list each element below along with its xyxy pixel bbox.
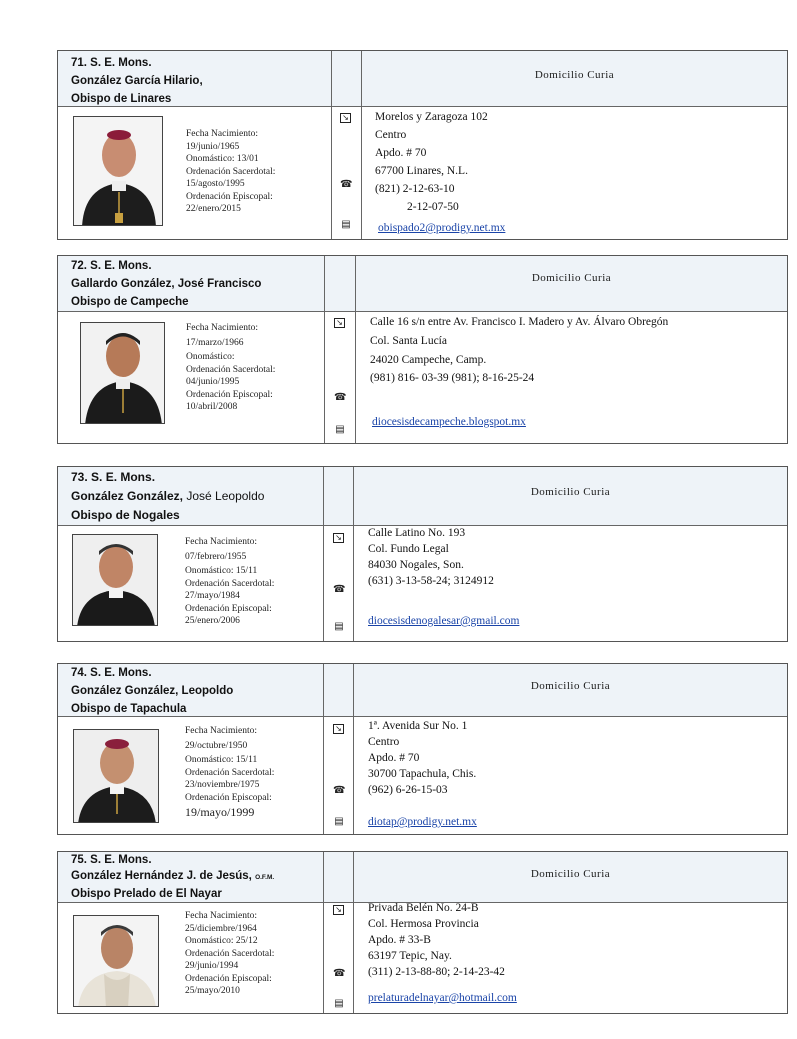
- bishop-card-72: [57, 255, 788, 444]
- mail-icon: ↘: [334, 318, 345, 328]
- email-link[interactable]: diocesisdenogalesar@gmail.com: [368, 615, 520, 627]
- fax-icon: ▤: [334, 998, 344, 1009]
- bishop-dates: Fecha Nacimiento: 07/febrero/1955 Onomástico: 15/11 Ordenación Sacerdotal: 27/mayo/1984 Ordenación Episcopal: 25/enero/2006: [185, 537, 275, 626]
- phone-icon: ☎: [334, 392, 347, 403]
- email-link[interactable]: diotap@prodigy.net.mx: [368, 816, 477, 828]
- bishop-card-71: [57, 50, 788, 240]
- bishop-name-block: 73. S. E. Mons. González González, José Leopoldo Obispo de Nogales: [71, 470, 265, 522]
- address-block: 1ª. Avenida Sur No. 1 Centro Apdo. # 70 30700 Tapachula, Chis. (962) 6-26-15-03 diotap@prodigy.net.mx: [368, 720, 477, 828]
- mail-icon: ↘: [340, 113, 351, 123]
- bishop-card-74: [57, 663, 788, 835]
- bishop-name-block: 71. S. E. Mons. González García Hilario, Obispo de Linares: [71, 57, 203, 105]
- mail-icon: ↘: [333, 724, 344, 734]
- bishop-dates: Fecha Nacimiento: 25/diciembre/1964 Onomástico: 25/12 Ordenación Sacerdotal: 29/junio/1994 Ordenación Episcopal: 25/mayo/2010: [185, 911, 275, 996]
- fax-icon: ▤: [335, 424, 345, 435]
- phone-icon: ☎: [340, 179, 353, 190]
- bishop-photo: [72, 534, 158, 626]
- bishop-dates: Fecha Nacimiento: 19/junio/1965 Onomástico: 13/01 Ordenación Sacerdotal: 15/agosto/1995 Ordenación Episcopal: 22/enero/2015: [186, 129, 276, 214]
- address-block: Morelos y Zaragoza 102 Centro Apdo. # 70 67700 Linares, N.L. (821) 2-12-63-10 2-12-07-50 obispado2@prodigy.net.mx: [375, 111, 506, 234]
- mail-icon: ↘: [333, 533, 344, 543]
- domicilio-header: Domicilio Curia: [530, 486, 611, 498]
- bishop-dates: Fecha Nacimiento: 29/octubre/1950 Onomástico: 15/11 Ordenación Sacerdotal: 23/noviembre/1975 Ordenación Episcopal: 19/mayo/1999: [185, 726, 275, 819]
- address-block: Privada Belén No. 24-B Col. Hermosa Provincia Apdo. # 33-B 63197 Tepic, Nay. (311) 2-13-88-80; 2-14-23-42 prelaturadelnayar@hotmail.com: [368, 902, 517, 1004]
- email-link[interactable]: obispado2@prodigy.net.mx: [378, 222, 506, 234]
- phone-icon: ☎: [333, 785, 346, 796]
- bishop-photo: [73, 729, 159, 823]
- bishop-name-block: 75. S. E. Mons. González Hernández J. de Jesús, O.F.M. Obispo Prelado de El Nayar: [71, 854, 275, 900]
- phone-icon: ☎: [333, 584, 346, 595]
- fax-icon: ▤: [341, 219, 351, 230]
- email-link[interactable]: prelaturadelnayar@hotmail.com: [368, 992, 517, 1004]
- domicilio-header: Domicilio Curia: [530, 680, 611, 692]
- bishop-card-75: [57, 851, 788, 1014]
- fax-icon: ▤: [334, 816, 344, 827]
- bishop-photo: [73, 116, 163, 226]
- domicilio-header: Domicilio Curia: [530, 868, 611, 880]
- address-block: Calle Latino No. 193 Col. Fundo Legal 84030 Nogales, Son. (631) 3-13-58-24; 3124912 diocesisdenogalesar@gmail.com: [368, 527, 520, 627]
- bishop-photo: [73, 915, 159, 1007]
- bishop-name-block: 72. S. E. Mons. Gallardo González, José Francisco Obispo de Campeche: [71, 260, 262, 308]
- domicilio-header: Domicilio Curia: [531, 272, 612, 284]
- fax-icon: ▤: [334, 621, 344, 632]
- domicilio-header: Domicilio Curia: [534, 69, 615, 81]
- bishop-card-73: [57, 466, 788, 642]
- bishop-photo: [80, 322, 165, 424]
- website-link[interactable]: diocesisdecampeche.blogspot.mx: [372, 416, 526, 428]
- mail-icon: ↘: [333, 905, 344, 915]
- bishop-name-block: 74. S. E. Mons. González González, Leopoldo Obispo de Tapachula: [71, 667, 234, 715]
- address-block: Calle 16 s/n entre Av. Francisco I. Madero y Av. Álvaro Obregón Col. Santa Lucía 24020 Campeche, Camp. (981) 816- 03-39 (981); 8-16-25-24 diocesisdecampeche.blogspot.mx: [370, 316, 669, 428]
- bishop-dates: Fecha Nacimiento: 17/marzo/1966 Onomástico: Ordenación Sacerdotal: 04/junio/1995 Ordenación Episcopal: 10/abril/2008: [186, 323, 276, 412]
- phone-icon: ☎: [333, 968, 346, 979]
